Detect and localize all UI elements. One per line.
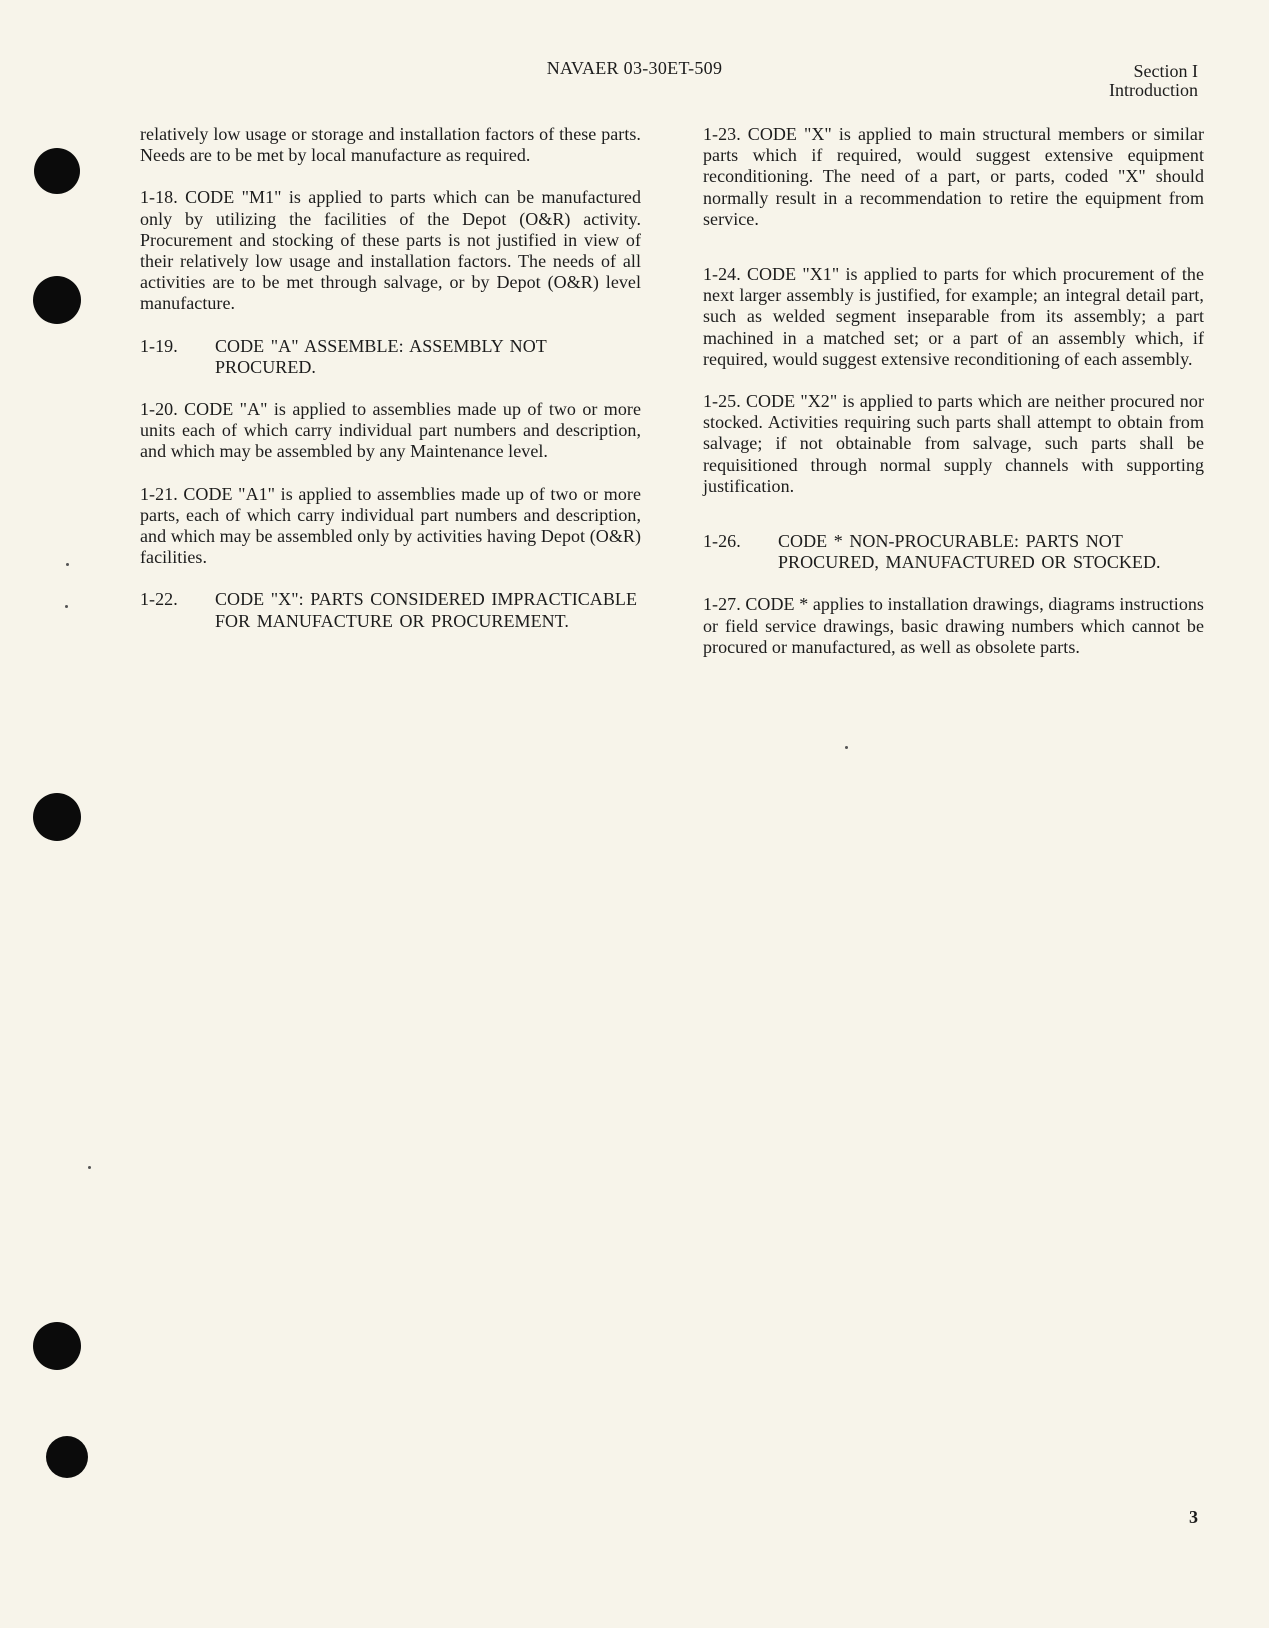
binder-hole [34,148,80,194]
left-column [140,124,641,653]
speck [88,1166,91,1169]
paragraph-1-18: 1-18. CODE "M1" is applied to parts which can be manufactured only by utilizing the facilities of the Depot (O&R) activity. Procurement and stocking of these parts is not justified in view of their relatively low usage and installation factors. The needs of all activities are to be met through salvage, or by Depot (O&R) level manufacture. [140,187,641,314]
speck [65,605,68,608]
speck [845,746,848,749]
binder-hole [46,1436,88,1478]
paragraph-1-21: 1-21. CODE "A1" is applied to assemblies made up of two or more parts, each of which carry individual part numbers and description, and which may be assembled only by activities having Depot (O&R) facilities. [140,483,641,568]
paragraph-1-24: 1-24. CODE "X1" is applied to parts for which procurement of the next larger assembly is justified, for example; an integral detail part, such as welded segment inseparable from its assembly; a part machined in a matched set; or a part of an assembly which, if required, would suggest extensive reconditioning of each assembly. [703,264,1204,369]
paragraph-1-20: 1-20. CODE "A" is applied to assemblies made up of two or more units each of which carry individual part numbers and description, and which may be assembled by any Maintenance level. [140,399,641,462]
page-number: 3 [1189,1507,1198,1527]
heading-1-22 [140,589,641,631]
heading-text: CODE * NON-PROCURABLE: PARTS NOT PROCURED, MANUFACTURED OR STOCKED. [778,531,1161,573]
section-label [1109,62,1198,100]
binder-hole [33,1322,81,1370]
speck [66,563,69,566]
paragraph: relatively low usage or storage and installation factors of these parts. Needs are to be met by local manufacture as required. [140,124,641,166]
heading-1-26 [703,531,1204,573]
heading-number: 1-22. [140,589,178,610]
heading-number: 1-26. [703,531,741,552]
section-number: Section I [1133,61,1198,81]
heading-text: CODE "A" ASSEMBLE: ASSEMBLY NOT PROCURED. [215,335,547,377]
paragraph-1-23: 1-23. CODE "X" is applied to main structural members or similar parts which if required, would suggest extensive equipment reconditioning. The need of a part, or parts, coded "X" should normally result in a recommendation to retire the equipment from service. [703,124,1204,229]
heading-1-19 [140,336,641,378]
right-column [703,124,1204,679]
document-number: NAVAER 03-30ET-509 [546,58,723,78]
paragraph-1-27: 1-27. CODE * applies to installation drawings, diagrams instructions or field service drawings, basic drawing numbers which cannot be procured or manufactured, as well as obsolete parts. [703,594,1204,657]
page-header [0,58,1269,108]
paragraph-1-25: 1-25. CODE "X2" is applied to parts which are neither procured nor stocked. Activities requiring such parts shall attempt to obtain from salvage; if not obtainable from salvage, such parts shall be requisitioned through normal supply channels with supporting justification. [703,391,1204,496]
heading-number: 1-19. [140,335,178,356]
heading-text: CODE "X": PARTS CONSIDERED IMPRACTICABLE FOR MANUFACTURE OR PROCUREMENT. [215,589,637,631]
section-title: Introduction [1109,80,1198,100]
binder-hole [33,276,81,324]
binder-hole [33,793,81,841]
